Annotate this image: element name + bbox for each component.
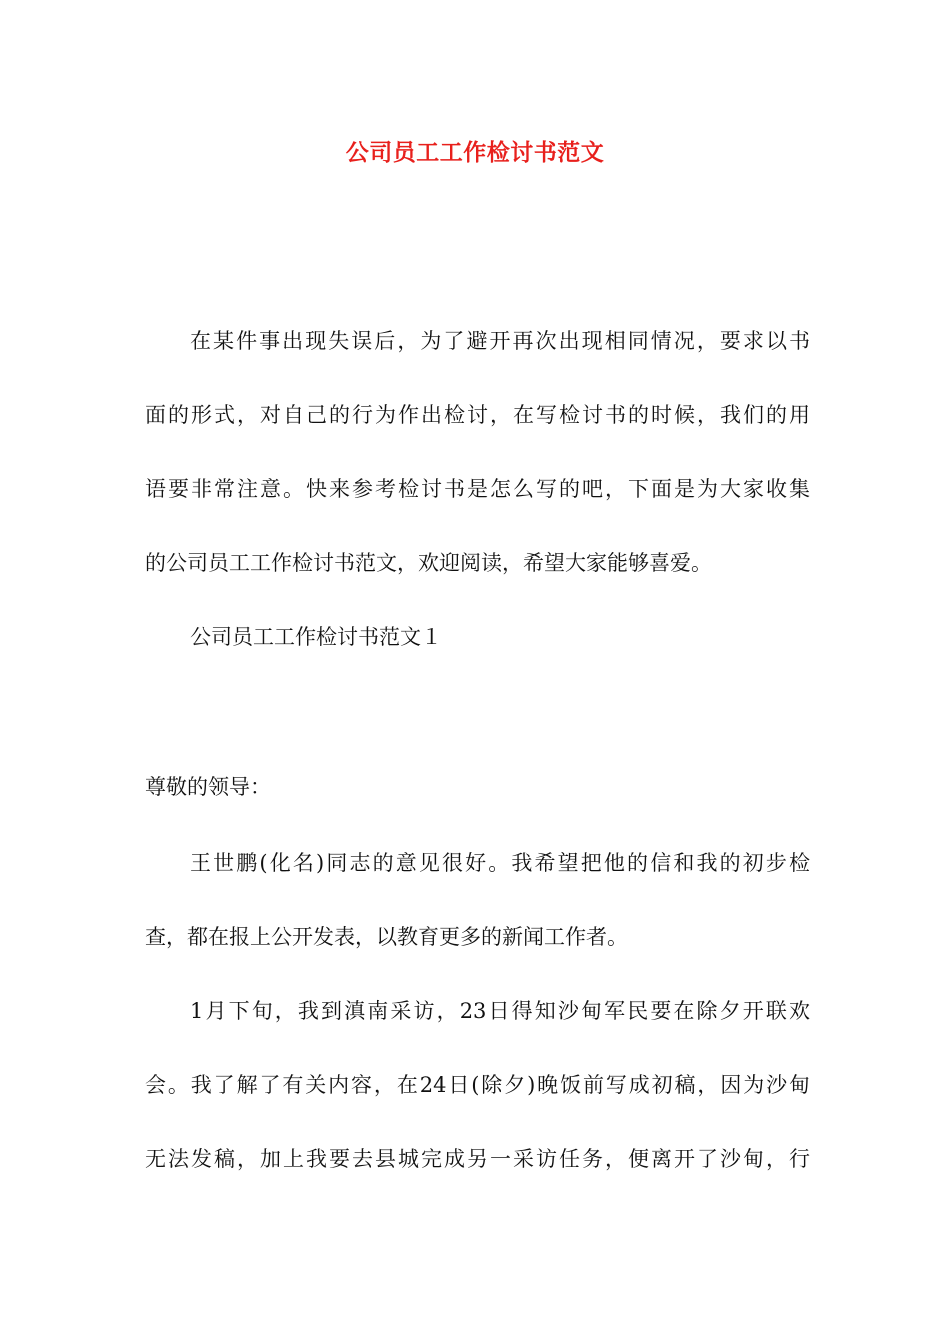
- para1-line-1: 王世鹏(化名)同志的意见很好。我希望把他的信和我的初步检: [190, 851, 810, 875]
- document-title: 公司员工工作检讨书范文: [345, 139, 605, 166]
- para2-line-2: 会。我了解了有关内容，在24日(除夕)晚饭前写成初稿，因为沙甸: [145, 1073, 810, 1097]
- para2-line-3: 无法发稿，加上我要去县城完成另一采访任务，便离开了沙甸，行: [145, 1147, 810, 1171]
- para2-line-1: 1月下旬，我到滇南采访，23日得知沙甸军民要在除夕开联欢: [190, 999, 810, 1023]
- intro-line-3: 语要非常注意。快来参考检讨书是怎么写的吧，下面是为大家收集: [145, 477, 810, 501]
- salutation: 尊敬的领导：: [145, 775, 271, 799]
- section-heading: 公司员工工作检讨书范文１: [190, 625, 442, 649]
- intro-line-2: 面的形式，对自己的行为作出检讨，在写检讨书的时候，我们的用: [145, 403, 810, 427]
- intro-line-1: 在某件事出现失误后，为了避开再次出现相同情况，要求以书: [190, 329, 810, 353]
- intro-line-4: 的公司员工工作检讨书范文，欢迎阅读，希望大家能够喜爱。: [145, 551, 712, 575]
- para1-line-2: 查，都在报上公开发表，以教育更多的新闻工作者。: [145, 925, 628, 949]
